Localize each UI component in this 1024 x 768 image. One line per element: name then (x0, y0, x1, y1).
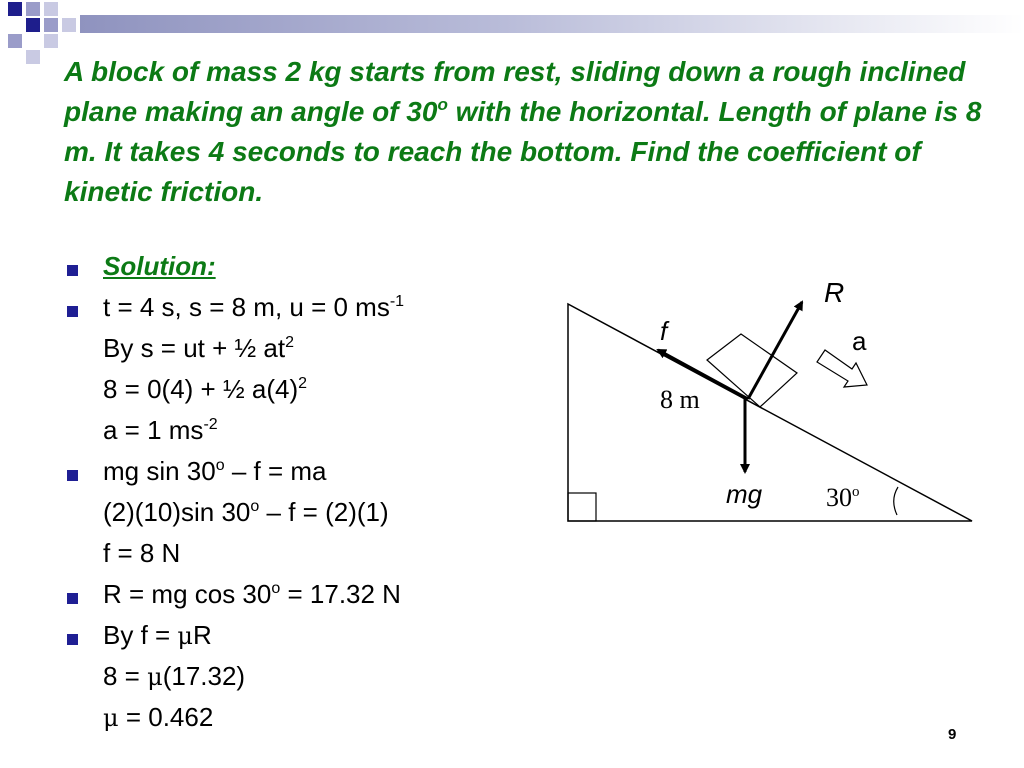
bullet-icon (67, 593, 78, 604)
solution-line-7: f = 8 N (103, 538, 181, 568)
solution-heading: Solution: (103, 251, 216, 281)
solution-line-3: 8 = 0(4) + ½ $a(4)^2$ (103, 374, 308, 404)
solution-line-11: μ = 0.462 (103, 702, 214, 732)
solution-line-1: t = 4 s, s = 8 m, u = 0 $ms^{-1}$ (103, 292, 405, 322)
solution-line-4: a = 1 $ms^{-2}$ (103, 415, 218, 445)
solution-line-5: mg sin 30$^o$ – f = ma (103, 456, 327, 486)
block (707, 334, 797, 407)
label-angle: 30$^o$ (826, 483, 860, 512)
problem-statement (64, 52, 984, 212)
bullet-icon (67, 265, 78, 276)
header-band (80, 15, 1024, 33)
solution-line-2: By s = ut + ½ $at^2$ (103, 333, 295, 363)
bullet-icon (67, 634, 78, 645)
right-angle-marker (568, 493, 596, 521)
label-R: R (824, 277, 845, 308)
solution-line-6: (2)(10)sin 30$^o$ – f = (2)(1) (103, 497, 389, 527)
label-f: f (660, 316, 668, 346)
solution-line-8: R = mg $\cos 30^o = 17.32$ N (103, 579, 401, 609)
problem-text-part1: A block of mass 2 kg starts from rest, sliding down a rough inclined plane making an angle of 30 (64, 56, 966, 127)
label-a: a (852, 326, 867, 356)
page-number: 9 (948, 726, 957, 743)
incline-diagram (540, 260, 990, 540)
bullet-icon (67, 306, 78, 317)
label-mg: mg (726, 479, 763, 509)
solution-line-9: By f = μR (103, 620, 212, 650)
label-length: 8 m (660, 385, 700, 414)
solution-line-10: 8 = μ(17.32) (103, 661, 246, 691)
angle-arc (894, 487, 898, 515)
bullet-icon (67, 470, 78, 481)
normal-force-arrow (748, 302, 802, 399)
degree-sup: o (437, 95, 448, 114)
incline-plane (568, 304, 972, 521)
problem-text-part2: with the horizontal. Length of plane is 8 m. It takes 4 seconds to reach the bottom. Find the coefficient of kinetic friction. (64, 96, 982, 207)
